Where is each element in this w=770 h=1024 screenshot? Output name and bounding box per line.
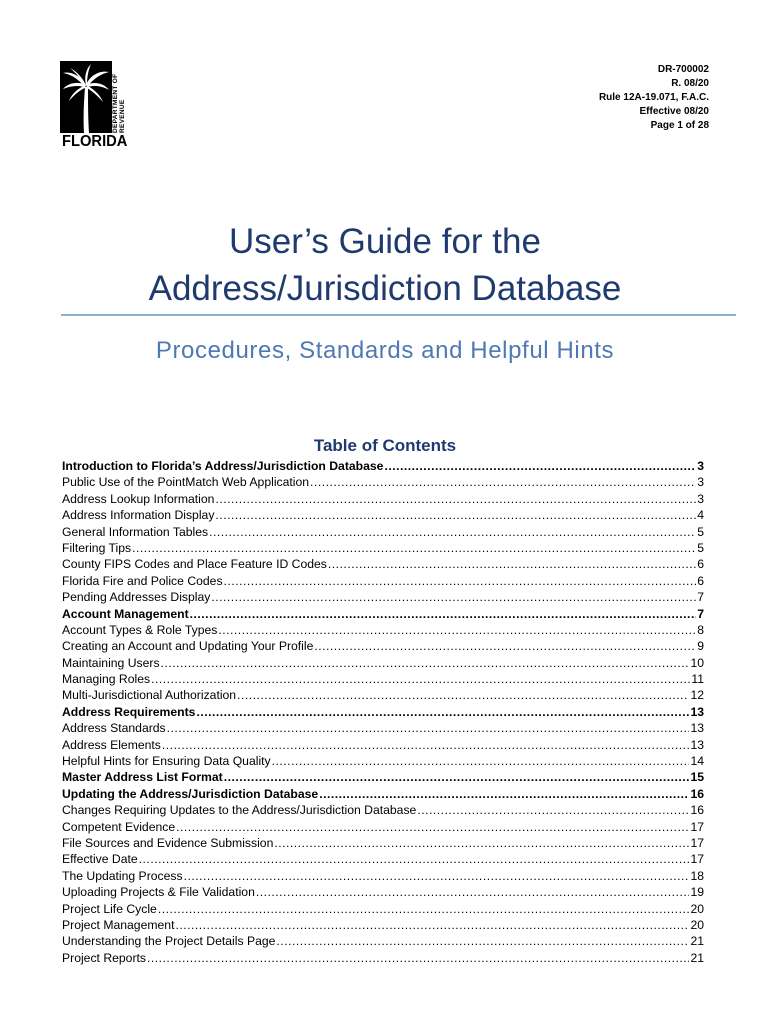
toc-entry[interactable] — [62, 589, 704, 605]
toc-entry[interactable] — [62, 753, 704, 769]
toc-entry-label: Effective Date — [62, 852, 138, 867]
toc-entry[interactable] — [62, 884, 704, 900]
toc-entry-page: 13 — [690, 737, 704, 752]
toc-entry-page: 11 — [691, 672, 704, 687]
toc-entry-label: Creating an Account and Updating Your Profile — [62, 639, 314, 654]
toc-entry[interactable] — [62, 802, 704, 818]
table-of-contents — [62, 458, 704, 966]
toc-entry-page: 18 — [690, 868, 704, 883]
toc-entry-page: 6 — [697, 573, 704, 588]
toc-entry-label: Multi-Jurisdictional Authorization — [62, 688, 237, 703]
toc-leader-dots — [417, 802, 689, 818]
toc-entry[interactable] — [62, 556, 704, 572]
toc-entry[interactable] — [62, 655, 704, 671]
title-line-1: User’s Guide for the — [229, 222, 541, 261]
toc-entry-page: 17 — [690, 835, 704, 850]
toc-leader-dots — [256, 884, 690, 900]
toc-entry-page: 14 — [690, 754, 704, 769]
toc-entry-label: Address Standards — [62, 721, 166, 736]
toc-entry[interactable] — [62, 671, 704, 687]
toc-entry-label: Address Information Display — [62, 508, 215, 523]
toc-entry-page: 3 — [697, 491, 704, 506]
rule-reference: Rule 12A-19.071, F.A.C. — [598, 92, 709, 103]
toc-entry-page: 13 — [690, 704, 704, 719]
toc-entry-page: 16 — [690, 803, 704, 818]
toc-entry-label: Changes Requiring Updates to the Address/Jurisdiction Database — [62, 803, 417, 818]
toc-entry-label: Maintaining Users — [62, 655, 160, 670]
toc-entry[interactable] — [62, 917, 704, 933]
toc-entry-page: 3 — [697, 459, 704, 473]
toc-leader-dots — [314, 638, 696, 654]
effective-date: Effective 08/20 — [639, 106, 709, 117]
toc-entry-page: 10 — [690, 655, 704, 670]
toc-entry[interactable] — [62, 573, 704, 589]
toc-entry-page: 16 — [690, 786, 704, 801]
title-divider — [61, 314, 736, 316]
toc-entry[interactable] — [62, 638, 704, 654]
toc-leader-dots — [237, 687, 689, 703]
revision: R. 08/20 — [671, 78, 709, 89]
toc-leader-dots — [224, 769, 690, 785]
toc-entry-label: Project Management — [62, 917, 175, 932]
title-line-2: Address/Jurisdiction Database — [148, 269, 622, 308]
toc-leader-dots — [151, 671, 690, 687]
toc-entry[interactable] — [62, 950, 704, 966]
toc-entry-label: Updating the Address/Jurisdiction Database — [62, 786, 319, 801]
toc-leader-dots — [215, 491, 696, 507]
toc-entry-label: Account Management — [62, 606, 189, 621]
toc-entry-label: Introduction to Florida’s Address/Jurisdiction Database — [62, 459, 384, 473]
toc-leader-dots — [190, 606, 697, 622]
toc-entry-page: 13 — [690, 721, 704, 736]
toc-entry[interactable] — [62, 868, 704, 884]
toc-leader-dots — [211, 589, 696, 605]
toc-entry[interactable] — [62, 720, 704, 736]
toc-entry-label: General Information Tables — [62, 524, 209, 539]
document-info — [599, 63, 709, 133]
toc-entry-page: 12 — [690, 688, 704, 703]
toc-leader-dots — [224, 573, 697, 589]
toc-leader-dots — [175, 917, 689, 933]
toc-entry[interactable] — [62, 687, 704, 703]
toc-entry-page: 9 — [697, 639, 704, 654]
toc-entry-page: 8 — [697, 622, 704, 637]
toc-leader-dots — [196, 704, 689, 720]
page-number: Page 1 of 28 — [650, 120, 709, 131]
toc-entry-label: Filtering Tips — [62, 540, 132, 555]
toc-entry-label: County FIPS Codes and Place Feature ID Codes — [62, 557, 327, 572]
toc-entry-page: 15 — [690, 770, 704, 785]
toc-leader-dots — [272, 753, 690, 769]
toc-entry[interactable] — [62, 786, 704, 802]
toc-entry-page: 20 — [690, 917, 704, 932]
toc-entry-label: Understanding the Project Details Page — [62, 934, 276, 949]
toc-leader-dots — [176, 819, 689, 835]
toc-entry[interactable] — [62, 491, 704, 507]
palm-tree-icon — [60, 61, 112, 133]
toc-entry-page: 5 — [697, 524, 704, 539]
toc-leader-dots — [184, 868, 690, 884]
logo-florida-text: FLORIDA — [62, 133, 128, 150]
toc-entry-label: Project Reports — [62, 950, 146, 965]
toc-entry-label: Uploading Projects & File Validation — [62, 885, 255, 900]
toc-entry-label: Florida Fire and Police Codes — [62, 573, 223, 588]
toc-leader-dots — [276, 933, 689, 949]
toc-leader-dots — [139, 851, 690, 867]
toc-leader-dots — [147, 950, 689, 966]
toc-entry-page: 21 — [690, 950, 704, 965]
toc-leader-dots — [215, 507, 696, 523]
toc-entry[interactable] — [62, 540, 704, 556]
toc-leader-dots — [161, 655, 690, 671]
toc-leader-dots — [132, 540, 696, 556]
toc-entry-label: Helpful Hints for Ensuring Data Quality — [62, 754, 271, 769]
toc-entry-page: 17 — [690, 852, 704, 867]
toc-entry-label: The Updating Process — [62, 868, 183, 883]
toc-entry-page: 17 — [690, 819, 704, 834]
toc-leader-dots — [167, 720, 690, 736]
toc-leader-dots — [158, 901, 690, 917]
department-of-revenue-logo — [60, 61, 132, 153]
page-title — [0, 218, 770, 312]
toc-heading: Table of Contents — [313, 436, 457, 455]
form-number: DR-700002 — [657, 64, 709, 75]
toc-leader-dots — [319, 786, 689, 802]
toc-entry[interactable] — [62, 606, 704, 622]
toc-entry-label: Master Address List Format — [62, 770, 223, 785]
toc-entry-page: 20 — [690, 901, 704, 916]
toc-entry[interactable] — [62, 851, 704, 867]
toc-entry-label: Address Lookup Information — [62, 491, 215, 506]
toc-leader-dots — [328, 556, 696, 572]
toc-leader-dots — [162, 737, 690, 753]
toc-entry[interactable] — [62, 901, 704, 917]
toc-leader-dots — [310, 474, 696, 490]
toc-entry-page: 21 — [690, 934, 704, 949]
toc-entry[interactable] — [62, 458, 704, 474]
toc-entry[interactable] — [62, 474, 704, 490]
toc-leader-dots — [209, 524, 696, 540]
toc-entry-page: 7 — [697, 606, 704, 621]
subtitle: Procedures, Standards and Helpful Hints — [155, 337, 615, 364]
toc-entry-label: Address Requirements — [62, 704, 196, 719]
toc-entry[interactable] — [62, 507, 704, 523]
toc-entry[interactable] — [62, 769, 704, 785]
toc-entry-label: Address Elements — [62, 737, 161, 752]
toc-entry[interactable] — [62, 737, 704, 753]
toc-entry[interactable] — [62, 819, 704, 835]
toc-entry[interactable] — [62, 704, 704, 720]
toc-entry-label: Competent Evidence — [62, 819, 176, 834]
toc-entry[interactable] — [62, 835, 704, 851]
toc-entry[interactable] — [62, 622, 704, 638]
toc-entry-page: 7 — [697, 590, 704, 605]
toc-entry-page: 4 — [697, 508, 704, 523]
toc-entry[interactable] — [62, 933, 704, 949]
logo-department-text: DEPARTMENT OF REVENUE — [112, 73, 126, 133]
toc-entry-label: Public Use of the PointMatch Web Application — [62, 475, 310, 490]
toc-entry-label: Project Life Cycle — [62, 901, 157, 916]
toc-entry-page: 6 — [697, 557, 704, 572]
toc-entry-label: Managing Roles — [62, 672, 151, 687]
toc-entry-label: Account Types & Role Types — [62, 622, 218, 637]
toc-leader-dots — [218, 622, 696, 638]
toc-entry-page: 5 — [697, 540, 704, 555]
toc-entry-label: Pending Addresses Display — [62, 590, 211, 605]
toc-leader-dots — [274, 835, 689, 851]
toc-entry-page: 19 — [690, 885, 704, 900]
toc-leader-dots — [384, 458, 696, 474]
toc-entry[interactable] — [62, 524, 704, 540]
toc-entry-label: File Sources and Evidence Submission — [62, 835, 274, 850]
toc-entry-page: 3 — [697, 475, 704, 490]
